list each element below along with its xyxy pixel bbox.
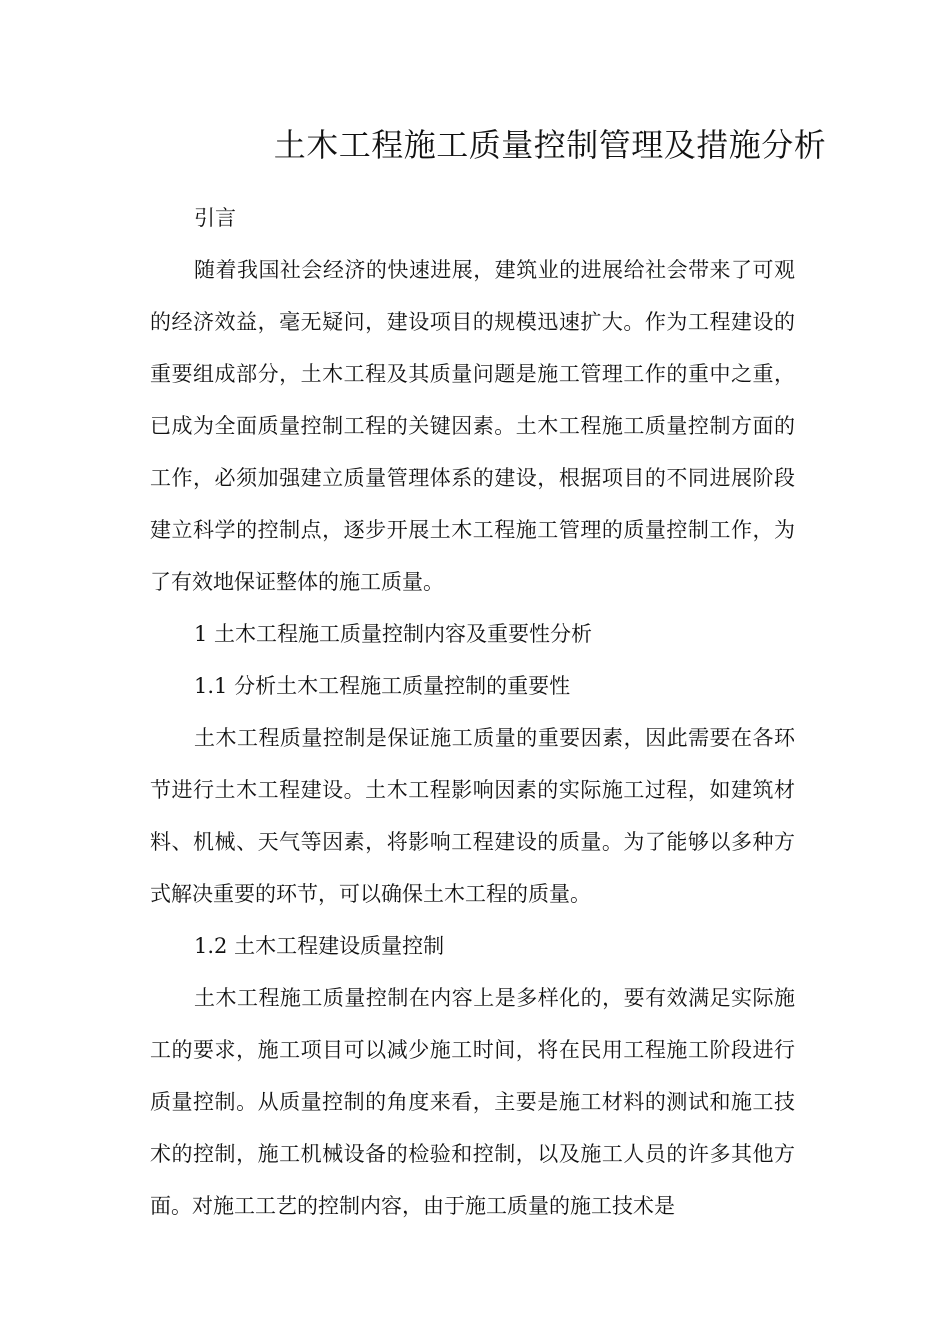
section-intro-heading: 引言: [194, 206, 236, 230]
intro-paragraph: 随着我国社会经济的快速进展，建筑业的进展给社会带来了可观的经济效益，毫无疑问，建设项目的规模迅速扩大。作为工程建设的重要组成部分，土木工程及其质量问题是施工管理工作的重中之重，已成为全面质量控制工程的关键因素。土木工程施工质量控制方面的工作，必须加强建立质量管理体系的建设，根据项目的不同进展阶段建立科学的控制点，逐步开展土木工程施工管理的质量控制工作，为了有效地保证整体的施工质量。: [150, 258, 795, 594]
section-1-1-heading: 1.1 分析土木工程施工质量控制的重要性: [194, 674, 571, 698]
section-1-heading: 1 土木工程施工质量控制内容及重要性分析: [194, 622, 593, 646]
section-1-2-heading: 1.2 土木工程建设质量控制: [194, 934, 445, 958]
section-1-1-paragraph: 土木工程质量控制是保证施工质量的重要因素，因此需要在各环节进行土木工程建设。土木工程影响因素的实际施工过程，如建筑材料、机械、天气等因素，将影响工程建设的质量。为了能够以多种方式解决重要的环节，可以确保土木工程的质量。: [150, 726, 795, 906]
section-1-2-paragraph: 土木工程施工质量控制在内容上是多样化的，要有效满足实际施工的要求，施工项目可以减少施工时间，将在民用工程施工阶段进行质量控制。从质量控制的角度来看，主要是施工材料的测试和施工技术的控制，施工机械设备的检验和控制，以及施工人员的许多其他方面。对施工工艺的控制内容，由于施工质量的施工技术是: [150, 986, 795, 1218]
document-title: 土木工程施工质量控制管理及措施分析: [273, 126, 827, 164]
document-body: [150, 192, 795, 1232]
